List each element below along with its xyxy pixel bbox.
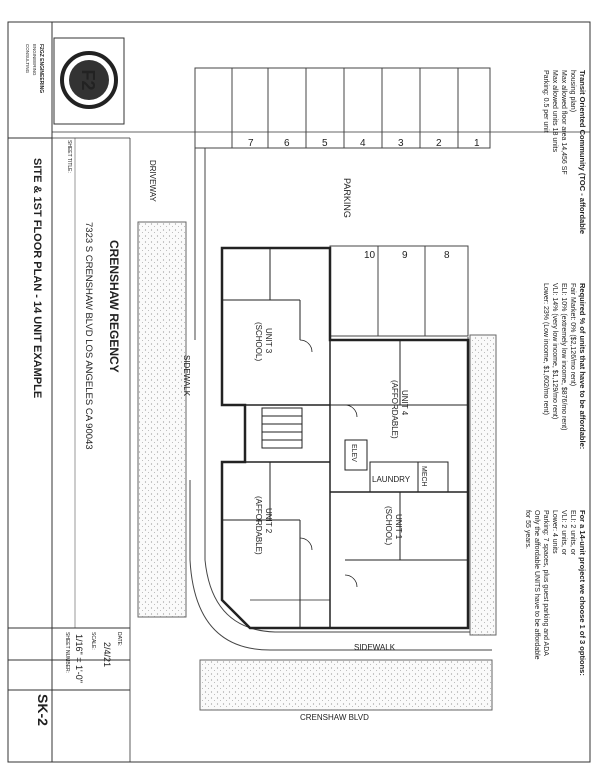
req-line: Lower: 23% (Low income, $1,602/mo rent) (542, 283, 549, 415)
parking-label: PARKING (342, 178, 352, 218)
req-line: Fair Market: 0% ($2,126/mo rent) (569, 283, 576, 387)
unit1-label: UNIT 1 (394, 514, 403, 540)
affordable-requirements (542, 283, 587, 449)
unit2-label: UNIT 2 (264, 508, 273, 534)
landscape-strip-bottom (200, 660, 492, 710)
scale-label: SCALE: (90, 632, 96, 650)
toc-line: Parking: 0.5 per unit (542, 70, 549, 133)
stall-number: 5 (322, 138, 328, 149)
stall-number: 7 (248, 138, 254, 149)
stall-number: 3 (398, 138, 404, 149)
street-label: CRENSHAW BLVD (300, 713, 369, 722)
logo-lettering: F2 (78, 69, 98, 91)
firm-name: F2GZ ENGINEERING (38, 44, 44, 94)
unit2-sub: (AFFORDABLE) (254, 496, 263, 555)
choice-title: For a 14-unit project we choose 1 of 3 options: (578, 510, 587, 676)
unit1-sub: (SCHOOL) (384, 506, 393, 546)
unit3-label: UNIT 3 (264, 328, 273, 354)
stall-number: 4 (360, 138, 366, 149)
unit4-label: UNIT 4 (400, 390, 409, 416)
project-name: CRENSHAW REGENCY (107, 240, 121, 373)
firm-logo (54, 38, 124, 124)
choice-line: Only the affordable UNITS have to be affordable (533, 510, 540, 660)
toc-notes (542, 70, 587, 234)
toc-line: housing plan) (569, 70, 576, 113)
choice-line: for 55 years. (524, 510, 531, 549)
stall-number: 9 (402, 250, 408, 261)
toc-title: Transit Oriented Community (TOC - affordable (578, 70, 587, 235)
date-label: DATE: (116, 632, 122, 647)
stall-number: 6 (284, 138, 290, 149)
stall-number: 1 (474, 138, 480, 149)
toc-line: Max allowed units 18 units (551, 70, 558, 153)
building-footprint (222, 248, 468, 628)
unit3-sub: (SCHOOL) (254, 322, 263, 362)
toc-line: Max allowed floor area 14,456 SF (560, 70, 567, 175)
sheet-title-label: SHEET TITLE: (66, 140, 72, 173)
stall-number: 10 (364, 250, 376, 261)
sheet-title: SITE & 1ST FLOOR PLAN - 14 UNIT EXAMPLE (31, 158, 43, 399)
sheet-number-label: SHEET NUMBER: (64, 632, 70, 674)
choice-line: VLI: 2 units, or (560, 510, 567, 556)
landscape-strip-right (470, 335, 496, 635)
scale-value: 1/16" = 1'-0" (74, 634, 84, 683)
elev-label: ELEV (350, 444, 357, 462)
title-block (8, 22, 590, 762)
driveway-label: DRIVEWAY (148, 160, 157, 202)
stall-numbers (248, 138, 480, 261)
sidewalk-edge (190, 480, 492, 650)
unit4-sub: (AFFORDABLE) (390, 380, 399, 439)
choice-line: Parking: 7 spaces, plus guest parking and ADA (542, 510, 549, 656)
laundry-label: LAUNDRY (372, 475, 411, 484)
project-address: 7323 S CRENSHAW BLVD LOS ANGELES CA 90043 (83, 222, 94, 450)
stall-number: 8 (444, 250, 450, 261)
firm-sub2: CONSULTING (25, 44, 30, 74)
req-line: ELI: 10% (extremely low income, $876/mo rent) (560, 283, 567, 431)
sidewalk-label-bottom: SIDEWALK (354, 643, 396, 652)
stall-number: 2 (436, 138, 442, 149)
req-line: VLI: 14% (very low income, $1,129/mo rent) (551, 283, 558, 420)
firm-sub: ENGINEERING (32, 44, 37, 76)
choice-line: ELI: 2 units, or (569, 510, 576, 556)
landscape-strip-left (138, 222, 186, 617)
date-value: 2/4/21 (102, 642, 112, 668)
sheet-number: SK-2 (35, 694, 51, 726)
unit-options (524, 510, 587, 676)
mech-label: MECH (420, 466, 427, 487)
req-title: Required % of units that have to be affordable: (578, 283, 587, 450)
sidewalk-label: SIDEWALK (182, 355, 191, 397)
choice-line: Lower: 4 units (551, 510, 558, 554)
